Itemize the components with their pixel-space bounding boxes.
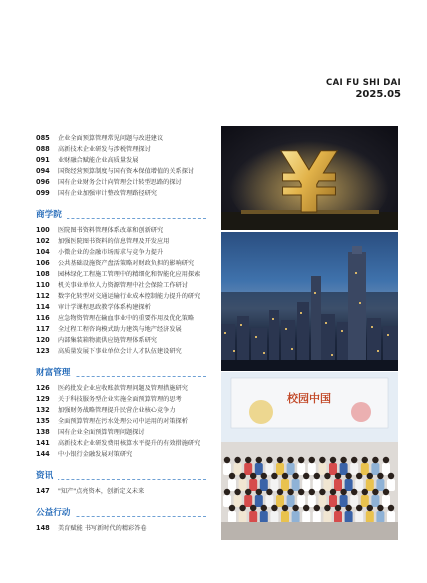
toc-article-title: 加强财务战略管理提升民营企业核心竞争力 [58, 407, 176, 414]
toc-entry [36, 247, 206, 258]
section-label: 公益行动 [36, 506, 75, 518]
person-head [229, 505, 235, 511]
toc-article-title: 内部集装箱物流供应链管理体系研究 [58, 337, 157, 344]
person-head [256, 457, 262, 463]
person-body [350, 463, 358, 475]
person-head [340, 457, 346, 463]
person-body [249, 511, 257, 523]
person-head [314, 473, 320, 479]
person-body [318, 463, 326, 475]
person-body [313, 511, 321, 523]
person-body [302, 511, 310, 523]
person-body [223, 495, 231, 507]
person-head [383, 457, 389, 463]
person-head [367, 505, 373, 511]
person-body [308, 495, 316, 507]
person-head [224, 489, 230, 495]
person-head [324, 473, 330, 479]
toc-entry [36, 438, 206, 449]
toc-article-title: 中小银行金融发展对策研究 [58, 451, 133, 458]
person-head [250, 473, 256, 479]
toc-article-title: 业财融合赋能企业高质量发展 [58, 157, 139, 164]
person-head [356, 505, 362, 511]
person-head [372, 489, 378, 495]
section-header [36, 207, 206, 223]
person-body [318, 495, 326, 507]
yuan-symbol-image [221, 126, 398, 230]
person-body [323, 479, 331, 491]
toc-entry [36, 280, 206, 291]
section-label: 商学院 [36, 208, 67, 220]
person-body [334, 479, 342, 491]
person-body [366, 511, 374, 523]
person-body [270, 511, 278, 523]
toc-article-title: 企业全面预算管理常见问题与改进建议 [58, 135, 164, 142]
toc-page-number: 116 [36, 314, 50, 322]
toc-page-number: 088 [36, 145, 50, 153]
person-head [319, 489, 325, 495]
toc-article-title: 园林绿化工程施工管理中的精细化和智能化应用探索 [58, 271, 201, 278]
person-body [355, 479, 363, 491]
toc-page-number: 110 [36, 281, 50, 289]
toc-entry [36, 449, 206, 460]
person-head [383, 489, 389, 495]
toc-entry [36, 155, 206, 166]
toc-page-number: 123 [36, 347, 50, 355]
person-body [340, 463, 348, 475]
person-head [319, 457, 325, 463]
toc-article-title: 全过程工程咨询模式助力建筑与地产经济发展 [58, 326, 182, 333]
person-head [351, 489, 357, 495]
person-head [330, 489, 336, 495]
toc-article-title: 高新技术企业研发与涉税管理探讨 [58, 146, 151, 153]
person-head [345, 473, 351, 479]
toc-page-number: 085 [36, 134, 50, 142]
person-head [239, 473, 245, 479]
toc-entry [36, 269, 206, 280]
person-head [229, 473, 235, 479]
toc-page-number: 126 [36, 384, 50, 392]
group-photo-image [221, 372, 398, 540]
person-head [388, 473, 394, 479]
toc-entry [36, 236, 206, 247]
person-body [371, 463, 379, 475]
person-body [323, 511, 331, 523]
toc-entry [36, 144, 206, 155]
person-head [303, 505, 309, 511]
toc-entry [36, 188, 206, 199]
person-body [260, 479, 268, 491]
toc-page-number: 132 [36, 406, 50, 414]
person-body [287, 495, 295, 507]
toc-page-number: 148 [36, 524, 50, 532]
person-body [228, 479, 236, 491]
toc-entry [36, 166, 206, 177]
group-photo-illustration [221, 372, 398, 540]
person-head [287, 457, 293, 463]
banner-text: 校园中国 [287, 392, 331, 405]
yuan-symbol: ¥ [279, 134, 339, 230]
toc-entry [36, 405, 206, 416]
person-body [244, 495, 252, 507]
toc-article-title: 机关事业单位人力资源管理中社会保险工作研讨 [58, 282, 188, 289]
person-body [340, 495, 348, 507]
person-head [261, 505, 267, 511]
section-header [36, 505, 206, 521]
person-head [314, 505, 320, 511]
person-body [292, 479, 300, 491]
toc-article-title: 国资经营预算制度与国有资本保值增值的关系探讨 [58, 168, 195, 175]
toc-article-title: 国有企业加强审计整改管理路径研究 [58, 190, 157, 197]
person-body [376, 479, 384, 491]
toc-article-title: "知产"点亮资本，创新定义未来 [58, 488, 145, 495]
toc-article-title: 审计学课程思政教学体系构建探析 [58, 304, 151, 311]
toc-page-number: 102 [36, 237, 50, 245]
toc-page-number: 096 [36, 178, 50, 186]
person-body [297, 495, 305, 507]
toc-article-title: 应急物资管理在输血事业中的重要作用及优化策略 [58, 315, 195, 322]
toc-article-title: 国有企业财务会计向管理会计转型思路的探讨 [58, 179, 182, 186]
person-body [265, 463, 273, 475]
toc-entry [36, 324, 206, 335]
person-head [362, 457, 368, 463]
person-head [282, 505, 288, 511]
person-body [239, 511, 247, 523]
toc-page-number: 141 [36, 439, 50, 447]
toc-article-title: 加强医院图书资料的信息管理及开发应用 [58, 238, 170, 245]
person-body [228, 511, 236, 523]
toc-article-title: 公共基础设施资产盘活策略对财政负担的影响研究 [58, 260, 195, 267]
person-body [281, 511, 289, 523]
person-body [287, 463, 295, 475]
person-head [234, 489, 240, 495]
person-body [297, 463, 305, 475]
toc-entry [36, 302, 206, 313]
toc-page-number: 100 [36, 226, 50, 234]
toc-page-number: 094 [36, 167, 50, 175]
person-head [298, 457, 304, 463]
person-head [224, 457, 230, 463]
section-divider [36, 479, 206, 480]
person-body [371, 495, 379, 507]
person-head [377, 473, 383, 479]
toc-article-title: 数字化转型对交通运输行业成本控制能力提升的研究 [58, 293, 201, 300]
person-body [387, 511, 395, 523]
person-body [260, 511, 268, 523]
person-body [234, 463, 242, 475]
person-head [245, 457, 251, 463]
toc-article-title: 全面预算管理在污水处理公司中运用的对策探析 [58, 418, 188, 425]
toc-entry [36, 416, 206, 427]
skyline-illustration [221, 232, 398, 371]
person-head [277, 489, 283, 495]
person-head [298, 489, 304, 495]
person-head [367, 473, 373, 479]
person-body [345, 511, 353, 523]
person-head [345, 505, 351, 511]
person-body [308, 463, 316, 475]
toc-entry [36, 383, 206, 394]
person-head [309, 457, 315, 463]
person-head [256, 489, 262, 495]
yuan-illustration [221, 126, 398, 230]
toc-entry [36, 346, 206, 357]
person-head [340, 489, 346, 495]
toc-article-title: 高新技术企业研发费用核算水平提升的有效措施研究 [58, 440, 201, 447]
toc-article-title: 高质量发展下事业单位会计人才队伍建设研究 [58, 348, 182, 355]
person-body [244, 463, 252, 475]
toc-entry [36, 335, 206, 346]
toc-entry [36, 427, 206, 438]
person-head [324, 505, 330, 511]
person-head [309, 489, 315, 495]
person-head [372, 457, 378, 463]
toc-entry [36, 486, 206, 497]
toc-page-number: 104 [36, 248, 50, 256]
person-body [345, 479, 353, 491]
toc-article-title: 关于科技服务型企业实施全面预算管理的思考 [58, 396, 182, 403]
person-head [303, 473, 309, 479]
person-body [387, 479, 395, 491]
person-head [330, 457, 336, 463]
person-body [292, 511, 300, 523]
person-body [223, 463, 231, 475]
person-head [261, 473, 267, 479]
person-head [292, 473, 298, 479]
person-body [249, 479, 257, 491]
person-body [382, 463, 390, 475]
person-body [281, 479, 289, 491]
person-body [361, 495, 369, 507]
person-body [350, 495, 358, 507]
section-label: 财富管理 [36, 366, 75, 378]
toc-entry [36, 133, 206, 144]
toc-article-title: 国有企业全面预算管理问题探讨 [58, 429, 145, 436]
person-body [265, 495, 273, 507]
masthead [326, 78, 401, 100]
toc-page-number: 120 [36, 336, 50, 344]
person-body [334, 511, 342, 523]
person-head [335, 473, 341, 479]
toc-entry [36, 291, 206, 302]
section-header [36, 365, 206, 381]
toc-entry [36, 523, 206, 534]
person-body [276, 463, 284, 475]
person-head [266, 489, 272, 495]
toc-entry [36, 177, 206, 188]
person-body [239, 479, 247, 491]
magazine-name: CAI FU SHI DAI [326, 78, 401, 88]
toc-page-number: 091 [36, 156, 50, 164]
city-skyline-image [221, 232, 398, 371]
toc-page-number: 144 [36, 450, 50, 458]
person-head [282, 473, 288, 479]
issue-date: 2025.05 [355, 89, 401, 100]
person-body [376, 511, 384, 523]
person-body [361, 463, 369, 475]
person-head [277, 457, 283, 463]
toc-entry [36, 313, 206, 324]
person-head [377, 505, 383, 511]
person-body [302, 479, 310, 491]
person-body [382, 495, 390, 507]
person-head [351, 457, 357, 463]
toc-entry [36, 258, 206, 269]
person-head [292, 505, 298, 511]
person-body [366, 479, 374, 491]
person-head [234, 457, 240, 463]
person-head [335, 505, 341, 511]
toc-page-number: 106 [36, 259, 50, 267]
toc-entry [36, 225, 206, 236]
person-head [271, 505, 277, 511]
person-body [270, 479, 278, 491]
person-head [245, 489, 251, 495]
toc-entry [36, 394, 206, 405]
person-body [329, 495, 337, 507]
person-body [255, 463, 263, 475]
toc-page-number: 108 [36, 270, 50, 278]
person-body [313, 479, 321, 491]
person-body [329, 463, 337, 475]
toc-article-title: 美育赋能 书写新时代的精彩答卷 [58, 525, 147, 532]
person-head [287, 489, 293, 495]
toc-page-number: 117 [36, 325, 50, 333]
toc-page-number: 138 [36, 428, 50, 436]
person-head [250, 505, 256, 511]
person-body [255, 495, 263, 507]
person-head [239, 505, 245, 511]
toc-page-number: 129 [36, 395, 50, 403]
toc-page-number: 147 [36, 487, 50, 495]
person-head [388, 505, 394, 511]
toc-article-title: 小微企业的金融市场需求与竞争力提升 [58, 249, 164, 256]
toc-page-number: 135 [36, 417, 50, 425]
section-label: 资讯 [36, 469, 58, 481]
toc-article-title: 医药批发企业应收账款管理问题及管理措施研究 [58, 385, 188, 392]
person-body [234, 495, 242, 507]
toc-page-number: 114 [36, 303, 50, 311]
toc-article-title: 医院图书资料管理体系改革和创新研究 [58, 227, 164, 234]
toc-page-number: 112 [36, 292, 50, 300]
person-head [266, 457, 272, 463]
person-head [362, 489, 368, 495]
table-of-contents [36, 133, 206, 534]
person-body [355, 511, 363, 523]
toc-page-number: 099 [36, 189, 50, 197]
person-head [271, 473, 277, 479]
person-body [276, 495, 284, 507]
section-header [36, 468, 206, 484]
person-head [356, 473, 362, 479]
